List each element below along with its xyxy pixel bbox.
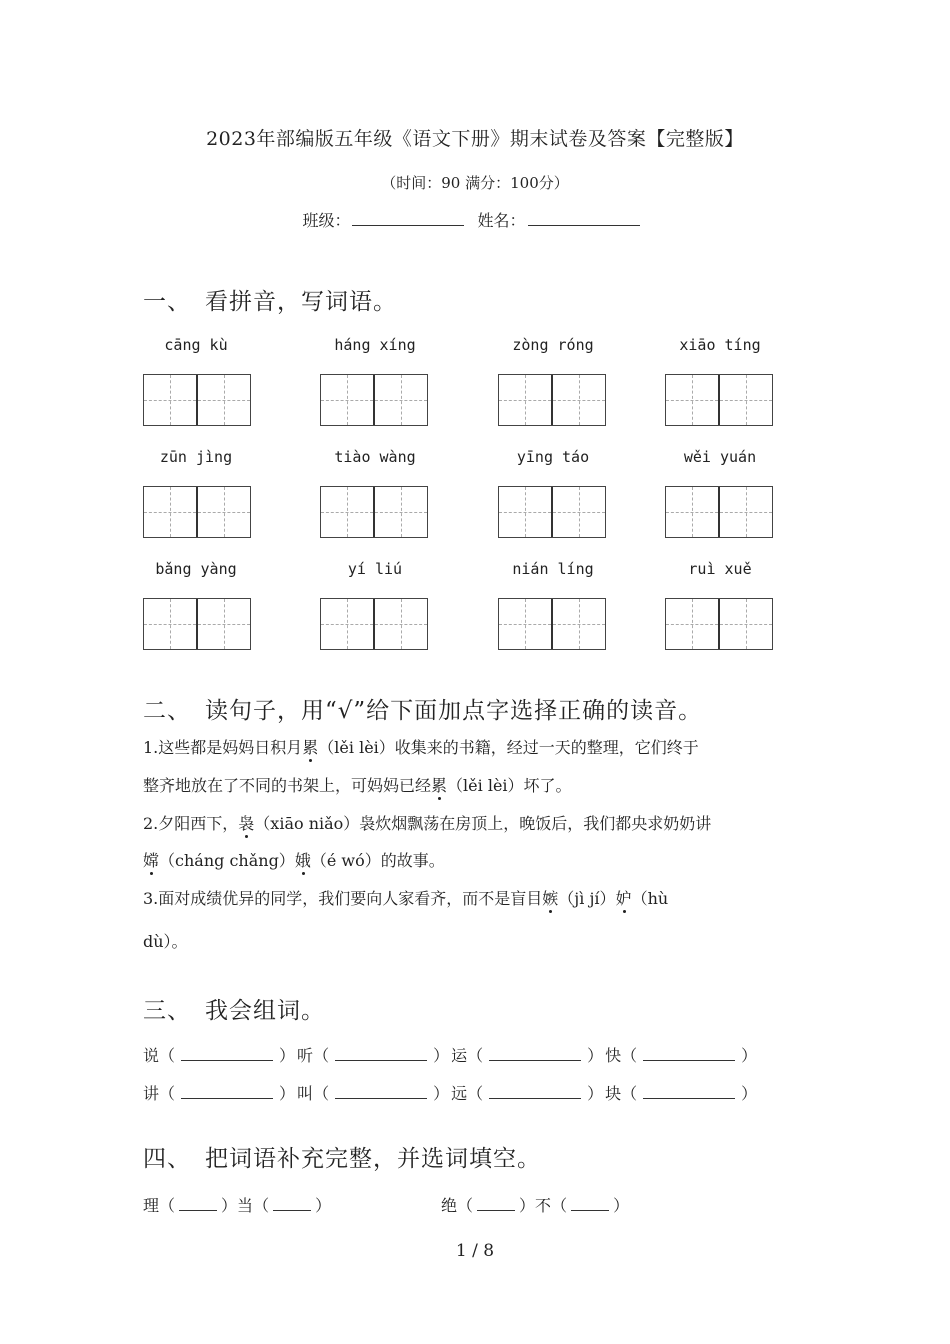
- pinyin-label: wěi yuán: [683, 448, 757, 466]
- writing-box[interactable]: [320, 486, 428, 538]
- pinyin-label: bǎng yàng: [155, 560, 237, 578]
- answer-blank[interactable]: [643, 1048, 735, 1061]
- sentence-line: [143, 814, 823, 833]
- character: 听: [297, 1046, 314, 1065]
- name-label: 姓名：: [477, 211, 526, 230]
- name-field[interactable]: [528, 211, 640, 226]
- sentence-text: 2.夕阳西下，: [143, 814, 239, 833]
- sentence-text[interactable]: （jì jí）: [558, 889, 616, 908]
- answer-blank[interactable]: [335, 1086, 427, 1099]
- sentence-text[interactable]: （lěi lèi）坏了。: [447, 776, 572, 795]
- sentence-line: [143, 776, 823, 795]
- answer-blank[interactable]: [489, 1048, 581, 1061]
- section-number: 二、: [143, 698, 191, 724]
- pinyin-label: ruì xuě: [688, 560, 752, 578]
- dotted-char: 累: [302, 738, 319, 757]
- sentence-text: 1.这些都是妈妈日积月: [143, 738, 303, 757]
- section-4-heading: [143, 1140, 541, 1173]
- pinyin-label: tiào wàng: [334, 448, 416, 466]
- page-number: 1 / 8: [455, 1241, 495, 1261]
- character: 运: [451, 1046, 468, 1065]
- sentence-text[interactable]: dù）。: [143, 932, 188, 951]
- class-field[interactable]: [352, 211, 464, 226]
- idiom-fill-right: 绝（ ）不（ ）: [441, 1196, 630, 1215]
- section-1-heading: [143, 283, 397, 316]
- page-title: 2023年部编版五年级《语文下册》期末试卷及答案【完整版】: [206, 128, 744, 150]
- pinyin-label: zòng róng: [512, 336, 594, 354]
- dotted-char: 袅: [238, 814, 255, 833]
- character: 绝: [441, 1196, 458, 1215]
- sentence-line: [143, 851, 823, 870]
- character: 快: [605, 1046, 622, 1065]
- section-2-heading: [143, 692, 702, 725]
- answer-blank[interactable]: [181, 1048, 273, 1061]
- pinyin-label: zūn jìng: [159, 448, 233, 466]
- answer-blank[interactable]: [273, 1198, 311, 1211]
- character: 块: [605, 1084, 622, 1103]
- word-group-row: 说（ ） 听（ ） 运（ ） 快（ ）: [143, 1046, 758, 1065]
- answer-blank[interactable]: [477, 1198, 515, 1211]
- idiom-fill-left: 理（ ）当（ ）: [143, 1196, 332, 1215]
- writing-box[interactable]: [320, 598, 428, 650]
- dotted-char: 妒: [615, 889, 632, 908]
- pinyin-label: cāng kù: [164, 336, 228, 354]
- character: 讲: [143, 1084, 160, 1103]
- sentence-text: 3.面对成绩优异的同学，我们要向人家看齐，而不是盲目: [143, 889, 543, 908]
- answer-blank[interactable]: [571, 1198, 609, 1211]
- section-title: 读句子，用“√”给下面加点字选择正确的读音。: [205, 698, 703, 724]
- writing-box[interactable]: [498, 598, 606, 650]
- answer-blank[interactable]: [179, 1198, 217, 1211]
- writing-box[interactable]: [143, 374, 251, 426]
- section-number: 一、: [143, 289, 191, 315]
- dotted-char: 累: [431, 776, 448, 795]
- character: 不: [535, 1196, 552, 1215]
- section-title: 我会组词。: [205, 998, 325, 1024]
- sentence-line: [143, 738, 823, 757]
- writing-box[interactable]: [320, 374, 428, 426]
- sentence-text[interactable]: （hù: [631, 889, 669, 908]
- pinyin-label: xiāo tíng: [679, 336, 761, 354]
- section-3-heading: [143, 992, 325, 1025]
- character: 当: [237, 1196, 254, 1215]
- character: 理: [143, 1196, 160, 1215]
- character: 说: [143, 1046, 160, 1065]
- dotted-char: 嫦: [143, 851, 160, 870]
- pinyin-label: nián líng: [512, 560, 594, 578]
- pinyin-label: yīng táo: [516, 448, 590, 466]
- student-info-line: [0, 208, 950, 231]
- sentence-text[interactable]: （xiāo niǎo）袅炊烟飘荡在房顶上，晚饭后，我们都央求奶奶讲: [254, 814, 712, 833]
- writing-box[interactable]: [143, 598, 251, 650]
- answer-blank[interactable]: [181, 1086, 273, 1099]
- sentence-text[interactable]: （é wó）的故事。: [310, 851, 445, 870]
- sentence-text[interactable]: （lěi lèi）收集来的书籍，经过一天的整理，它们终于: [318, 738, 699, 757]
- character: 远: [451, 1084, 468, 1103]
- writing-box[interactable]: [665, 486, 773, 538]
- writing-box[interactable]: [498, 486, 606, 538]
- section-number: 四、: [143, 1146, 191, 1172]
- section-title: 看拼音，写词语。: [205, 289, 397, 315]
- section-number: 三、: [143, 998, 191, 1024]
- answer-blank[interactable]: [643, 1086, 735, 1099]
- writing-box[interactable]: [498, 374, 606, 426]
- word-group-row: 讲（ ） 叫（ ） 远（ ） 块（ ）: [143, 1084, 758, 1103]
- pinyin-label: háng xíng: [334, 336, 416, 354]
- exam-info: （时间：90 满分：100分）: [381, 174, 569, 192]
- dotted-char: 娥: [294, 851, 311, 870]
- character: 叫: [297, 1084, 314, 1103]
- sentence-line: [143, 889, 823, 908]
- sentence-line: [143, 932, 823, 951]
- sentence-text[interactable]: （cháng chǎng）: [159, 851, 295, 870]
- answer-blank[interactable]: [489, 1086, 581, 1099]
- writing-box[interactable]: [143, 486, 251, 538]
- sentence-text: 整齐地放在了不同的书架上，可妈妈已经: [143, 776, 432, 795]
- answer-blank[interactable]: [335, 1048, 427, 1061]
- dotted-char: 嫉: [542, 889, 559, 908]
- writing-box[interactable]: [665, 598, 773, 650]
- writing-box[interactable]: [665, 374, 773, 426]
- pinyin-label: yí liú: [347, 560, 403, 578]
- class-label: 班级：: [302, 211, 351, 230]
- section-title: 把词语补充完整，并选词填空。: [205, 1146, 541, 1172]
